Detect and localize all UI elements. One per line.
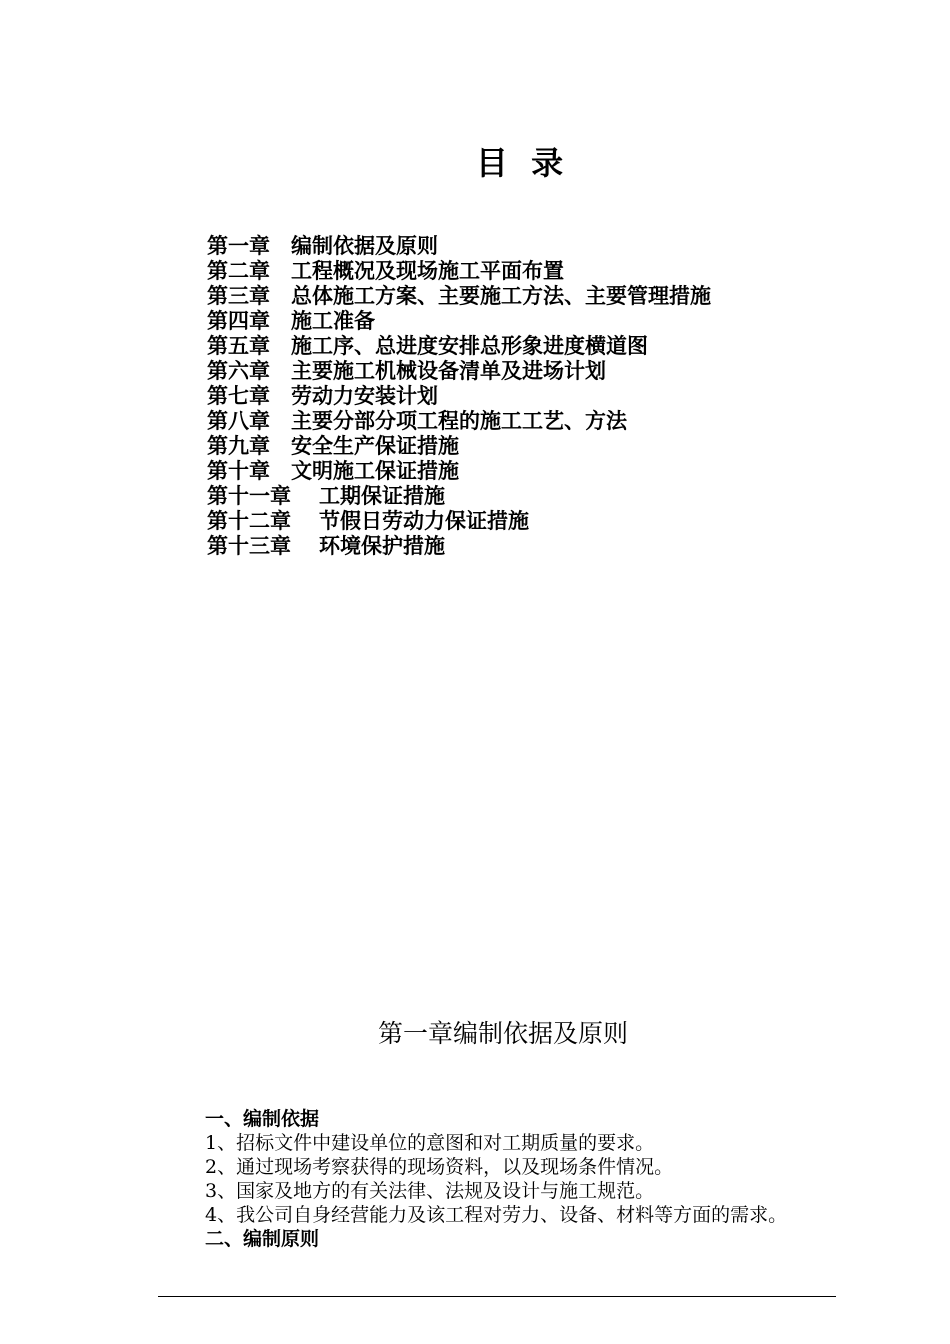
toc-item [207, 359, 711, 384]
chapter-body [205, 1107, 787, 1251]
toc-chapter-number: 第八章 [207, 409, 270, 433]
toc-chapter-title: 编制依据及原则 [291, 234, 438, 258]
toc-chapter-title: 主要施工机械设备清单及进场计划 [291, 359, 606, 383]
toc-chapter-number: 第十二章 [207, 509, 291, 533]
paragraph: 2、通过现场考察获得的现场资料，以及现场条件情况。 [205, 1156, 674, 1178]
paragraph: 1、招标文件中建设单位的意图和对工期质量的要求。 [205, 1132, 655, 1154]
toc-chapter-title: 安全生产保证措施 [291, 434, 459, 458]
toc-chapter-number: 第十三章 [207, 534, 291, 558]
toc-item [207, 484, 711, 509]
toc-chapter-title: 施工序、总进度安排总形象进度横道图 [291, 334, 648, 358]
toc-list [207, 234, 711, 559]
toc-chapter-number: 第十一章 [207, 484, 291, 508]
toc-chapter-number: 第三章 [207, 284, 270, 308]
toc-chapter-title: 文明施工保证措施 [291, 459, 459, 483]
section-heading: 二、编制原则 [205, 1228, 320, 1250]
toc-item [207, 234, 711, 259]
toc-item [207, 459, 711, 484]
toc-chapter-number: 第七章 [207, 384, 270, 408]
toc-item [207, 534, 711, 559]
toc-chapter-title: 施工准备 [291, 309, 375, 333]
footer-rule [158, 1296, 836, 1297]
toc-item [207, 434, 711, 459]
toc-item [207, 334, 711, 359]
toc-chapter-number: 第五章 [207, 334, 270, 358]
toc-chapter-title: 总体施工方案、主要施工方法、主要管理措施 [291, 284, 711, 308]
toc-chapter-number: 第十章 [207, 459, 270, 483]
toc-chapter-number: 第一章 [207, 234, 270, 258]
toc-chapter-number: 第九章 [207, 434, 270, 458]
paragraph: 3、国家及地方的有关法律、法规及设计与施工规范。 [205, 1180, 655, 1202]
toc-chapter-title: 工程概况及现场施工平面布置 [291, 259, 564, 283]
section-heading: 一、编制依据 [205, 1108, 320, 1130]
paragraph: 4、我公司自身经营能力及该工程对劳力、设备、材料等方面的需求。 [205, 1204, 788, 1226]
toc-title: 目 录 [475, 144, 570, 182]
toc-chapter-number: 第四章 [207, 309, 270, 333]
toc-item [207, 384, 711, 409]
toc-chapter-title: 环境保护措施 [319, 534, 445, 558]
toc-chapter-number: 第二章 [207, 259, 270, 283]
toc-item [207, 509, 711, 534]
chapter-title: 第一章编制依据及原则 [377, 1019, 628, 1048]
toc-item [207, 259, 711, 284]
toc-item [207, 309, 711, 334]
toc-chapter-number: 第六章 [207, 359, 270, 383]
toc-item [207, 409, 711, 434]
toc-chapter-title: 主要分部分项工程的施工工艺、方法 [291, 409, 627, 433]
toc-chapter-title: 劳动力安装计划 [291, 384, 438, 408]
toc-item [207, 284, 711, 309]
toc-chapter-title: 工期保证措施 [319, 484, 445, 508]
toc-chapter-title: 节假日劳动力保证措施 [319, 509, 529, 533]
